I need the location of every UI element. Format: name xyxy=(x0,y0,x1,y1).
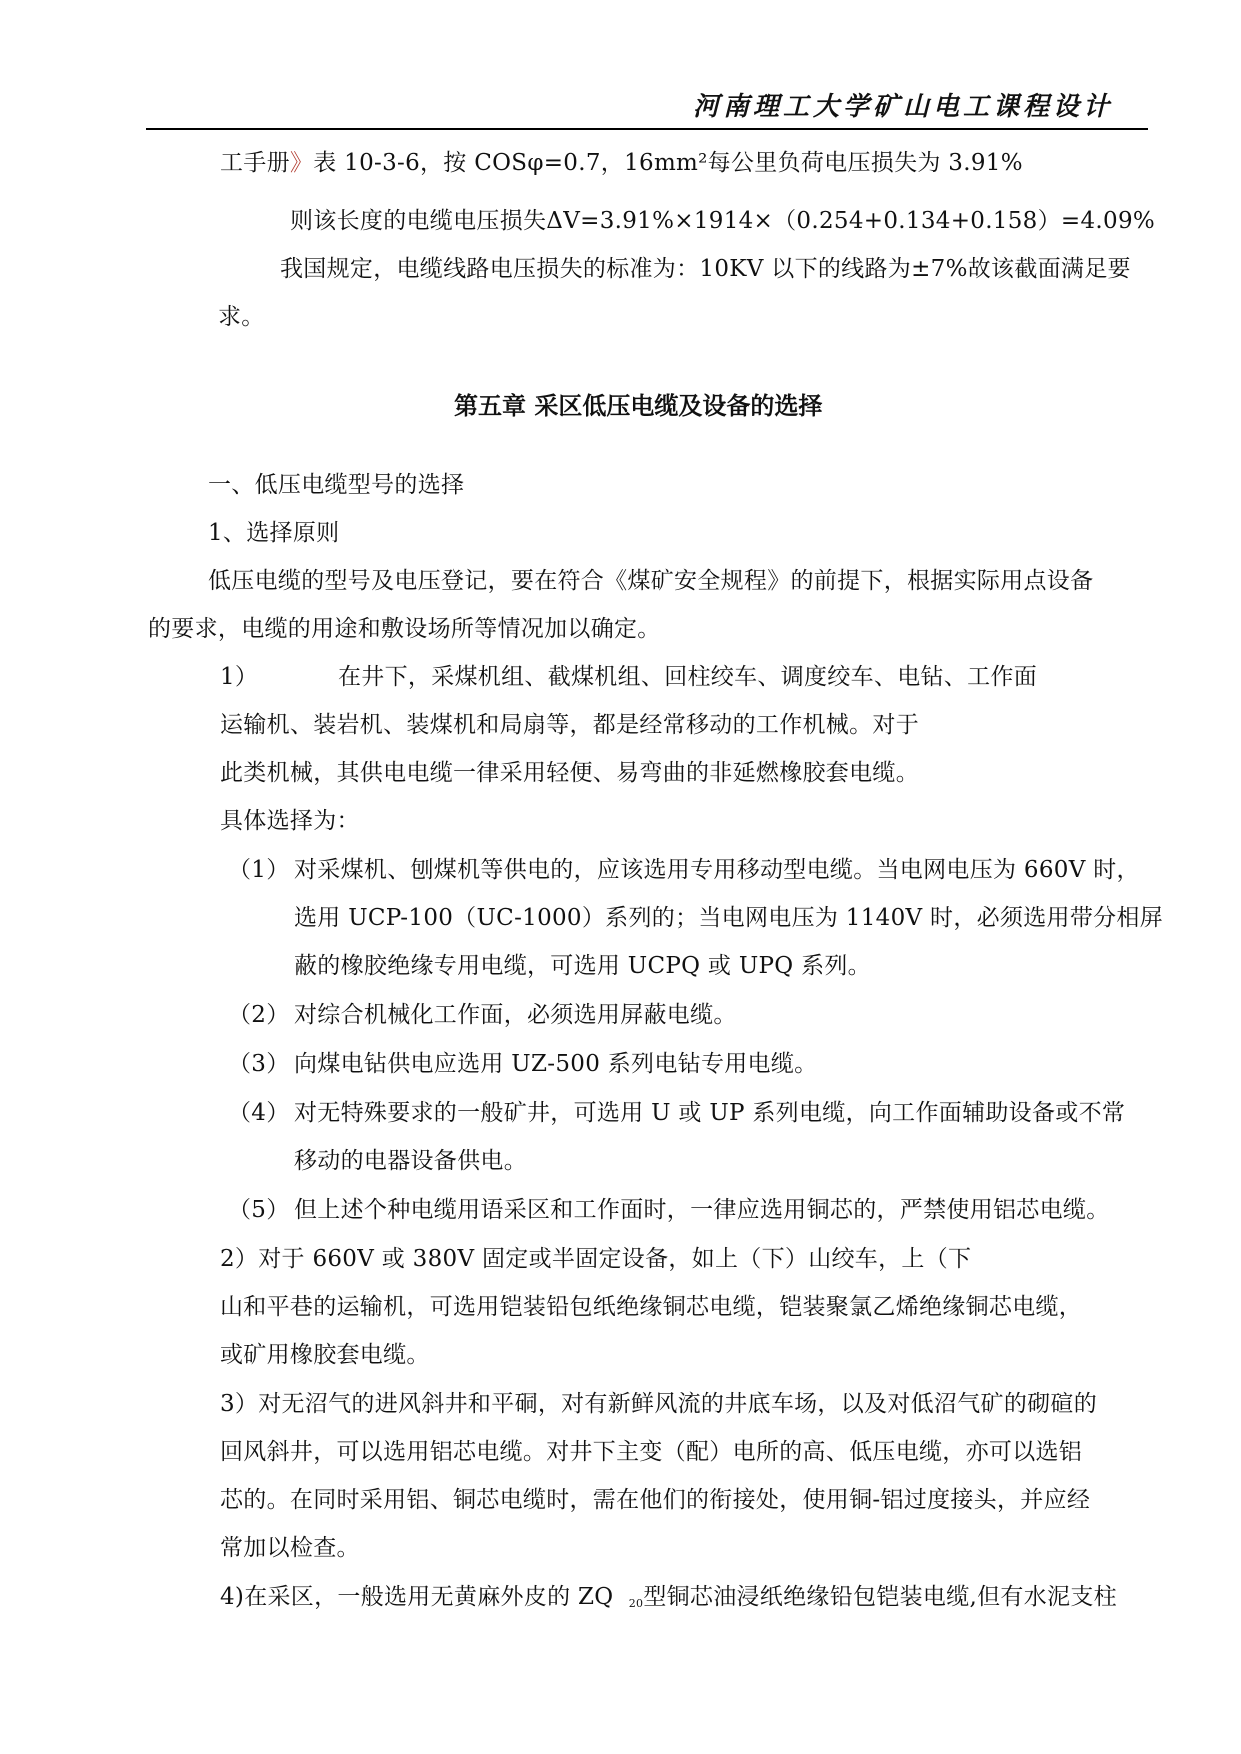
item-number: （1） xyxy=(228,857,290,883)
text-line: 此类机械，其供电电缆一律采用轻便、易弯曲的非延燃橡胶套电缆。 xyxy=(220,760,919,786)
text-segment: 表 10-3-6，按 COSφ=0.7，16mm²每公里负荷电压损失为 3.91% xyxy=(313,150,1023,176)
text-line xyxy=(220,148,1023,178)
text-line: 回风斜井，可以选用铝芯电缆。对井下主变（配）电所的高、低压电缆，亦可以选铝 xyxy=(220,1439,1083,1465)
text-segment: 4)在采区，一般选用无黄麻外皮的 ZQ xyxy=(220,1584,614,1610)
text-line: 则该长度的电缆电压损失ΔV=3.91%×1914×（0.254+0.134+0.158）=4.09% xyxy=(290,208,1156,234)
subscript: 20 xyxy=(628,1597,644,1610)
text-line: 2）对于 660V 或 380V 固定或半固定设备，如上（下）山绞车，上（下 xyxy=(220,1246,972,1272)
text-line: 具体选择为： xyxy=(220,808,360,834)
text-line: 对综合机械化工作面，必须选用屏蔽电缆。 xyxy=(294,1002,737,1028)
text-line: 移动的电器设备供电。 xyxy=(294,1148,527,1174)
text-line: 我国规定，电缆线路电压损失的标准为：10KV 以下的线路为±7%故该截面满足要 xyxy=(280,256,1131,282)
text-line: 低压电缆的型号及电压登记，要在符合《煤矿安全规程》的前提下，根据实际用点设备 xyxy=(208,568,1094,594)
text-line: 的要求，电缆的用途和敷设场所等情况加以确定。 xyxy=(148,616,661,642)
text-line: 对采煤机、刨煤机等供电的，应该选用专用移动型电缆。当电网电压为 660V 时， xyxy=(294,857,1140,883)
text-segment: 工手册 xyxy=(220,150,290,176)
text-line: 但上述个种电缆用语采区和工作面时，一律应选用铜芯的，严禁使用铝芯电缆。 xyxy=(294,1197,1110,1223)
subsection-heading: 1、选择原则 xyxy=(208,520,340,546)
text-line: 选用 UCP-100（UC-1000）系列的；当电网电压为 1140V 时，必须选用带分相屏 xyxy=(294,905,1164,931)
header-rule xyxy=(146,128,1148,130)
text-line: 运输机、装岩机、装煤机和局扇等，都是经常移动的工作机械。对于 xyxy=(220,712,919,738)
text-line: 山和平巷的运输机，可选用铠装铅包纸绝缘铜芯电缆，铠装聚氯乙烯绝缘铜芯电缆， xyxy=(220,1294,1083,1320)
text-line: 蔽的橡胶绝缘专用电缆，可选用 UCPQ 或 UPQ 系列。 xyxy=(294,953,871,979)
item-number: （2） xyxy=(228,1002,290,1028)
item-number: （4） xyxy=(228,1100,290,1126)
header-title: 河南理工大学矿山电工课程设计 xyxy=(693,92,1114,122)
text-line: 向煤电钻供电应选用 UZ-500 系列电钻专用电缆。 xyxy=(294,1051,818,1077)
item-number: （3） xyxy=(228,1051,290,1077)
text-line: 或矿用橡胶套电缆。 xyxy=(220,1342,430,1368)
text-line: 对无特殊要求的一般矿井，可选用 U 或 UP 系列电缆，向工作面辅助设备或不常 xyxy=(294,1100,1126,1126)
text-line: 芯的。在同时采用铝、铜芯电缆时，需在他们的衔接处，使用铜-铝过度接头，并应经 xyxy=(220,1487,1091,1513)
text-line: 求。 xyxy=(218,304,265,330)
text-line xyxy=(220,1582,1117,1619)
chapter-heading: 第五章 采区低压电缆及设备的选择 xyxy=(454,392,823,420)
text-segment: 》 xyxy=(289,150,314,176)
item-number: 1） xyxy=(220,664,259,690)
text-segment: 型铜芯油浸纸绝缘铅包铠装电缆,但有水泥支柱 xyxy=(643,1584,1117,1610)
text-line: 常加以检查。 xyxy=(220,1535,360,1561)
text-line: 3）对无沼气的进风斜井和平硐，对有新鲜风流的井底车场，以及对低沼气矿的砌碹的 xyxy=(220,1391,1098,1417)
section-heading: 一、低压电缆型号的选择 xyxy=(208,472,465,498)
item-number: （5） xyxy=(228,1197,290,1223)
text-line: 在井下，采煤机组、截煤机组、回柱绞车、调度绞车、电钻、工作面 xyxy=(338,664,1037,690)
